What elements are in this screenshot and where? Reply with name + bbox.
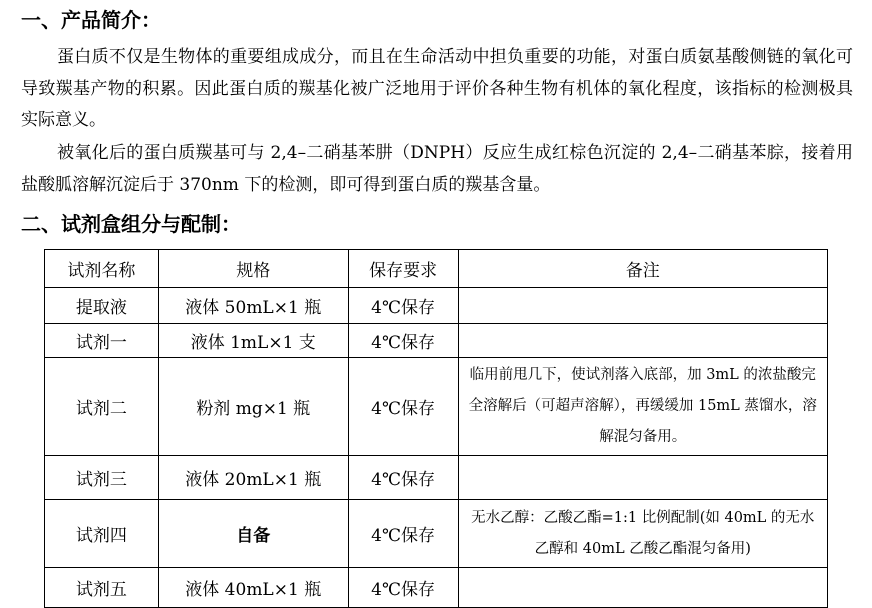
reagent-name: 试剂二: [45, 358, 159, 456]
header-storage: 保存要求: [348, 250, 458, 288]
reagent-spec: 粉剂 mg×1 瓶: [158, 358, 348, 456]
reagent-storage: 4℃保存: [348, 288, 458, 324]
reagent-storage: 4℃保存: [348, 456, 458, 500]
reagent-name: 试剂三: [45, 456, 159, 500]
table-header-row: [45, 250, 828, 288]
header-spec: 规格: [158, 250, 348, 288]
section-title-intro: 一、产品简介：: [21, 8, 161, 32]
reagent-name: 提取液: [45, 288, 159, 324]
reagent-spec: 液体 1mL×1 支: [158, 324, 348, 358]
reagent-name: 试剂五: [45, 568, 159, 608]
table-row: [45, 324, 828, 358]
header-notes: 备注: [458, 250, 827, 288]
table-row: [45, 288, 828, 324]
reagent-storage: 4℃保存: [348, 324, 458, 358]
reagent-note: [458, 324, 827, 358]
intro-paragraph-2: 被氧化后的蛋白质羰基可与 2,4–二硝基苯肼（DNPH）反应生成红棕色沉淀的 2,4–二硝基苯腙，接着用盐酸胍溶解沉淀后于 370nm 下的检测，即可得到蛋白质的羰基含量。: [21, 143, 853, 195]
reagent-spec: 液体 50mL×1 瓶: [158, 288, 348, 324]
table-row: [45, 358, 828, 456]
reagent-note: [458, 288, 827, 324]
reagent-spec: 自备: [158, 500, 348, 568]
table-row: [45, 568, 828, 608]
reagent-spec: 液体 20mL×1 瓶: [158, 456, 348, 500]
reagent-storage: 4℃保存: [348, 358, 458, 456]
reagent-note: [458, 456, 827, 500]
reagent-note: 无水乙醇：乙酸乙酯=1:1 比例配制(如 40mL 的无水乙醇和 40mL 乙酸乙酯混匀备用): [458, 500, 827, 568]
reagent-storage: 4℃保存: [348, 500, 458, 568]
reagent-storage: 4℃保存: [348, 568, 458, 608]
reagent-name: 试剂一: [45, 324, 159, 358]
table-row: [45, 500, 828, 568]
reagent-name: 试剂四: [45, 500, 159, 568]
table-row: [45, 456, 828, 500]
reagent-note: 临用前甩几下，使试剂落入底部，加 3mL 的浓盐酸完全溶解后（可超声溶解），再缓缓加 15mL 蒸馏水，溶解混匀备用。: [458, 358, 827, 456]
intro-paragraph-1: 蛋白质不仅是生物体的重要组成成分，而且在生命活动中担负重要的功能，对蛋白质氨基酸侧链的氧化可导致羰基产物的积累。因此蛋白质的羰基化被广泛地用于评价各种生物有机体的氧化程度，该指标的检测极具实际意义。: [21, 47, 853, 130]
header-reagent-name: 试剂名称: [45, 250, 159, 288]
reagent-note: [458, 568, 827, 608]
section-title-kit-components: 二、试剂盒组分与配制：: [21, 212, 241, 236]
reagent-spec: 液体 40mL×1 瓶: [158, 568, 348, 608]
reagent-table: [44, 249, 828, 608]
